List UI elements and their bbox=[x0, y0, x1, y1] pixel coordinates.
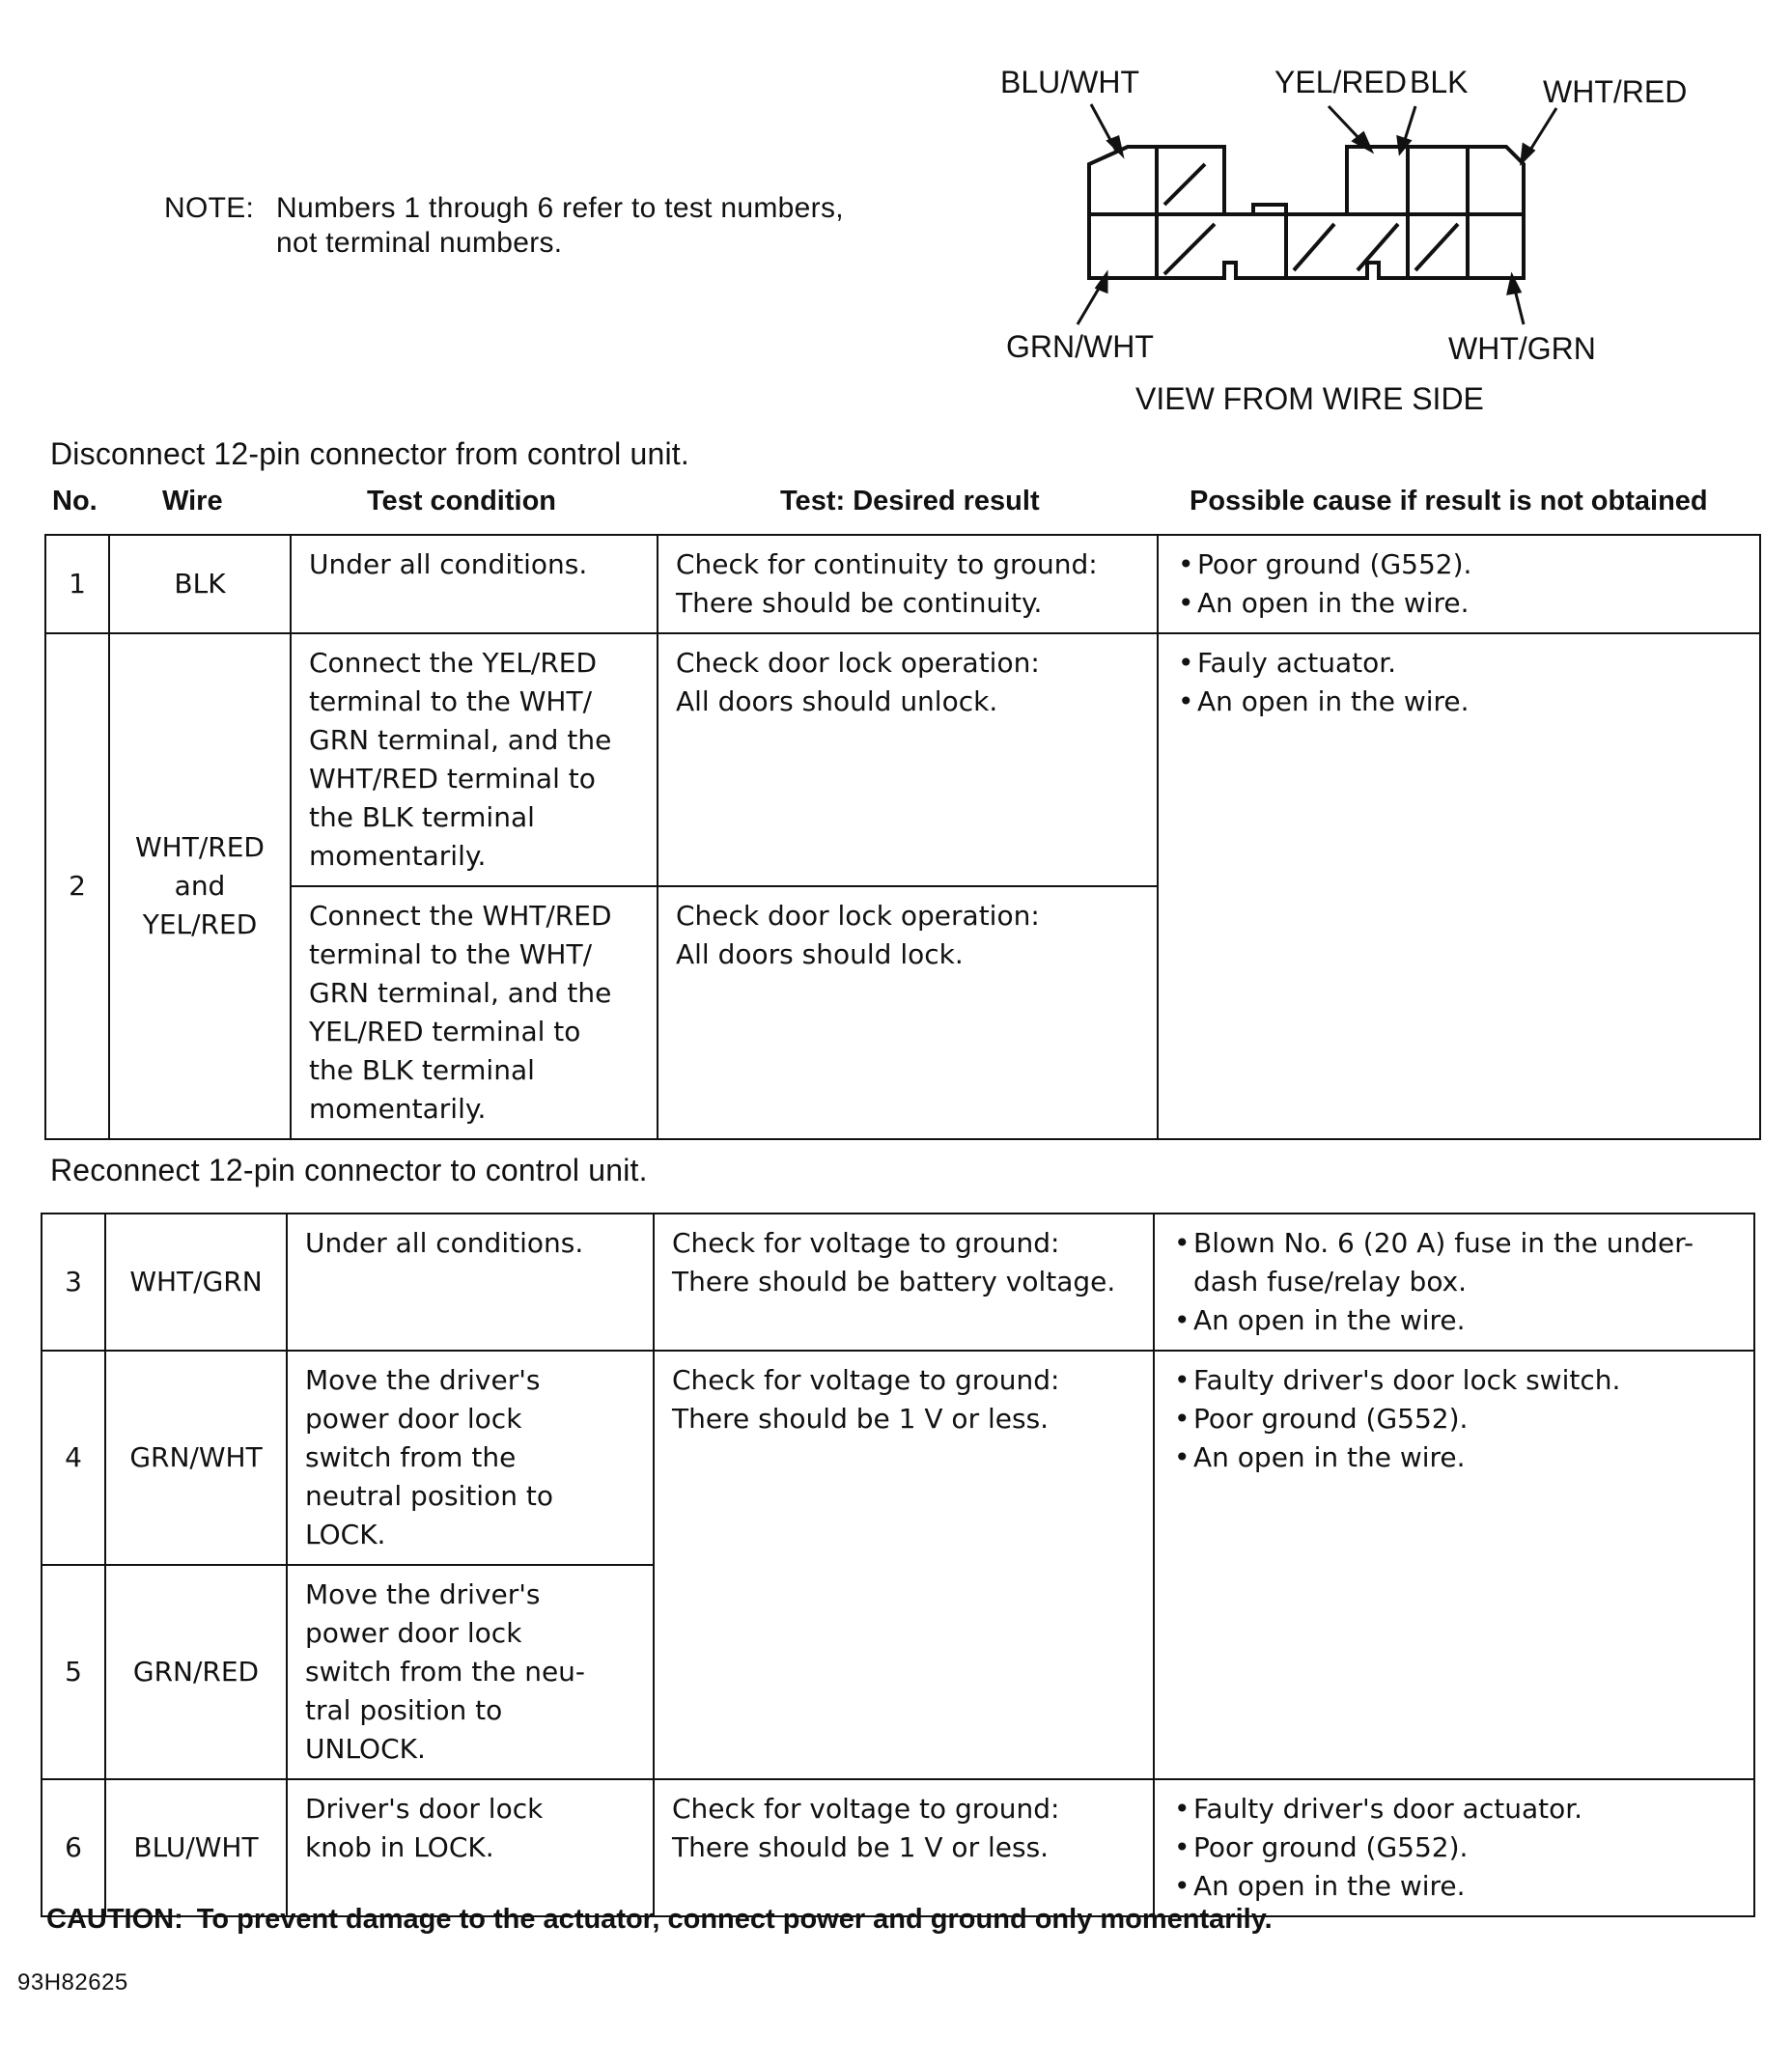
wire-color: BLK bbox=[109, 535, 291, 633]
cause-item: • Fauly actuator. bbox=[1176, 644, 1742, 683]
test-number: 2 bbox=[45, 633, 109, 1139]
possible-cause bbox=[1158, 535, 1760, 633]
condition-line: LOCK. bbox=[305, 1519, 386, 1550]
table-row bbox=[42, 1351, 1754, 1565]
result-line: Check door lock operation: bbox=[676, 647, 1040, 679]
possible-cause bbox=[1158, 633, 1760, 1139]
possible-cause bbox=[1154, 1351, 1754, 1779]
test-condition bbox=[287, 1214, 654, 1351]
note-line: not terminal numbers. bbox=[276, 227, 563, 259]
condition-line: tral position to bbox=[305, 1694, 503, 1726]
connector-diagram bbox=[985, 58, 1757, 425]
note-line: Numbers 1 through 6 refer to test numbers, bbox=[276, 192, 844, 224]
cause-item bbox=[1172, 1224, 1736, 1301]
cause-item: • Faulty driver's door actuator. bbox=[1172, 1790, 1736, 1828]
label-wht-grn: WHT/GRN bbox=[1448, 331, 1596, 366]
test-table-2 bbox=[41, 1213, 1755, 1917]
result-line: There should be battery voltage. bbox=[672, 1266, 1116, 1298]
result-line: Check for voltage to ground: bbox=[672, 1364, 1060, 1396]
condition-line: the BLK terminal bbox=[309, 801, 535, 833]
condition-line: Driver's door lock bbox=[305, 1793, 544, 1825]
result-line: Check for continuity to ground: bbox=[676, 548, 1098, 580]
condition-line: YEL/RED terminal to bbox=[309, 1016, 581, 1047]
test-condition bbox=[287, 1565, 654, 1779]
cause-item: • An open in the wire. bbox=[1172, 1867, 1736, 1906]
condition-line: momentarily. bbox=[309, 840, 487, 872]
desired-result bbox=[658, 633, 1158, 886]
condition-line: Move the driver's bbox=[305, 1578, 541, 1610]
cause-item: • An open in the wire. bbox=[1176, 584, 1742, 623]
test-condition bbox=[291, 535, 658, 633]
label-grn-wht: GRN/WHT bbox=[1006, 329, 1154, 364]
condition-line: Move the driver's bbox=[305, 1364, 541, 1396]
test-number: 5 bbox=[42, 1565, 105, 1779]
cause-item: • Poor ground (G552). bbox=[1176, 545, 1742, 584]
note-text bbox=[276, 191, 952, 261]
wire-line: and bbox=[174, 870, 226, 902]
cause-item bbox=[1172, 1301, 1736, 1340]
table-headers bbox=[44, 486, 1759, 524]
header-no: No. bbox=[52, 486, 98, 516]
result-line: There should be 1 V or less. bbox=[672, 1831, 1050, 1863]
condition-line: power door lock bbox=[305, 1617, 522, 1649]
caution-note bbox=[46, 1904, 1273, 1936]
table-row bbox=[42, 1779, 1754, 1916]
label-blk: BLK bbox=[1410, 65, 1469, 99]
caution-label: CAUTION: bbox=[46, 1904, 183, 1935]
condition-line: Under all conditions. bbox=[309, 548, 588, 580]
wire-color bbox=[109, 633, 291, 1139]
label-blu-wht: BLU/WHT bbox=[1000, 65, 1139, 99]
wire-color: GRN/WHT bbox=[105, 1351, 287, 1565]
result-line: Check for voltage to ground: bbox=[672, 1793, 1060, 1825]
note-label: NOTE: bbox=[164, 192, 255, 224]
possible-cause bbox=[1154, 1779, 1754, 1916]
header-test-condition: Test condition bbox=[367, 486, 557, 516]
test-number: 3 bbox=[42, 1214, 105, 1351]
desired-result bbox=[654, 1779, 1154, 1916]
cause-line: • An open in the wire. bbox=[1193, 1304, 1466, 1336]
condition-line: knob in LOCK. bbox=[305, 1831, 494, 1863]
desired-result bbox=[654, 1351, 1154, 1779]
test-condition bbox=[291, 886, 658, 1139]
caution-text: To prevent damage to the actuator, connect power and ground only momentarily. bbox=[196, 1904, 1273, 1935]
result-line: There should be continuity. bbox=[676, 587, 1043, 619]
header-wire: Wire bbox=[162, 486, 223, 516]
cause-item: • Faulty driver's door lock switch. bbox=[1172, 1361, 1736, 1400]
section2-title: Reconnect 12-pin connector to control unit. bbox=[50, 1153, 648, 1187]
condition-line: neutral position to bbox=[305, 1480, 553, 1512]
condition-line: terminal to the WHT/ bbox=[309, 938, 593, 970]
wire-line: WHT/RED bbox=[135, 831, 265, 863]
test-condition bbox=[287, 1351, 654, 1565]
condition-line: the BLK terminal bbox=[309, 1054, 535, 1086]
table-row bbox=[42, 1214, 1754, 1351]
header-possible-cause: Possible cause if result is not obtained bbox=[1190, 486, 1708, 516]
connector-caption: VIEW FROM WIRE SIDE bbox=[1135, 381, 1484, 416]
table-row bbox=[45, 535, 1760, 633]
result-line: There should be 1 V or less. bbox=[672, 1403, 1050, 1435]
cause-item: • An open in the wire. bbox=[1176, 683, 1742, 721]
condition-line: Connect the YEL/RED bbox=[309, 647, 598, 679]
test-condition bbox=[291, 633, 658, 886]
wire-color: BLU/WHT bbox=[105, 1779, 287, 1916]
condition-line: WHT/RED terminal to bbox=[309, 763, 596, 795]
figure-id: 93H82625 bbox=[17, 1969, 128, 1995]
condition-line: Under all conditions. bbox=[305, 1227, 584, 1259]
test-condition bbox=[287, 1779, 654, 1916]
header-desired-result: Test: Desired result bbox=[780, 486, 1040, 516]
result-line: Check for voltage to ground: bbox=[672, 1227, 1060, 1259]
test-number: 1 bbox=[45, 535, 109, 633]
cause-item: • Poor ground (G552). bbox=[1172, 1828, 1736, 1867]
condition-line: momentarily. bbox=[309, 1093, 487, 1125]
condition-line: switch from the bbox=[305, 1441, 517, 1473]
desired-result bbox=[658, 886, 1158, 1139]
condition-line: switch from the neu- bbox=[305, 1656, 586, 1688]
condition-line: power door lock bbox=[305, 1403, 522, 1435]
result-line: All doors should unlock. bbox=[676, 685, 998, 717]
result-line: All doors should lock. bbox=[676, 938, 964, 970]
table-row bbox=[45, 633, 1760, 886]
cause-line: • Blown No. 6 (20 A) fuse in the under- bbox=[1193, 1227, 1694, 1259]
condition-line: Connect the WHT/RED bbox=[309, 900, 612, 932]
desired-result bbox=[658, 535, 1158, 633]
condition-line: GRN terminal, and the bbox=[309, 977, 612, 1009]
wire-color: WHT/GRN bbox=[105, 1214, 287, 1351]
cause-line: dash fuse/relay box. bbox=[1193, 1266, 1468, 1298]
possible-cause bbox=[1154, 1214, 1754, 1351]
condition-line: UNLOCK. bbox=[305, 1733, 426, 1765]
condition-line: GRN terminal, and the bbox=[309, 724, 612, 756]
cause-item: • Poor ground (G552). bbox=[1172, 1400, 1736, 1438]
desired-result bbox=[654, 1214, 1154, 1351]
cause-item: • An open in the wire. bbox=[1172, 1438, 1736, 1477]
label-yel-red: YEL/RED bbox=[1274, 65, 1407, 99]
test-number: 6 bbox=[42, 1779, 105, 1916]
section1-title: Disconnect 12-pin connector from control unit. bbox=[50, 436, 689, 471]
connector-outline bbox=[1089, 147, 1524, 278]
condition-line: terminal to the WHT/ bbox=[309, 685, 593, 717]
wire-color: GRN/RED bbox=[105, 1565, 287, 1779]
test-number: 4 bbox=[42, 1351, 105, 1565]
wire-line: YEL/RED bbox=[142, 908, 258, 940]
test-table-1 bbox=[44, 534, 1761, 1140]
label-wht-red: WHT/RED bbox=[1543, 74, 1688, 109]
result-line: Check door lock operation: bbox=[676, 900, 1040, 932]
